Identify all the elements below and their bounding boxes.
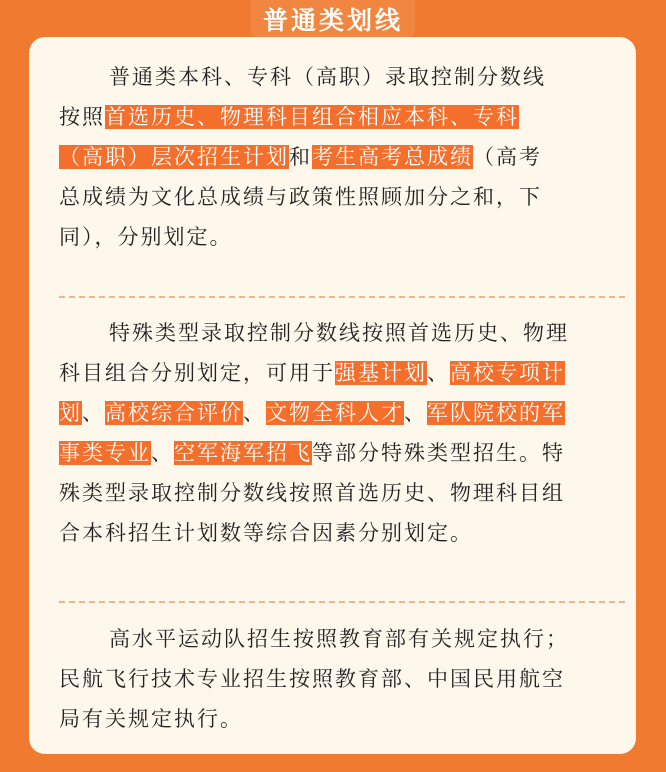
- header-tab: [251, 0, 415, 38]
- text-line: [59, 473, 625, 513]
- text-line: [59, 57, 625, 97]
- highlighted-text: 强基计划: [335, 361, 427, 385]
- highlighted-text: 军队院校的军: [427, 401, 565, 425]
- body-text: 、: [243, 401, 266, 425]
- highlighted-text: 事类专业: [59, 441, 151, 465]
- body-text: 总成绩为文化总成绩与政策性照顾加分之和，下: [59, 185, 542, 209]
- text-line: [59, 313, 625, 353]
- body-text: 和: [289, 145, 312, 169]
- body-text: 、: [151, 441, 174, 465]
- highlighted-text: 划: [59, 401, 82, 425]
- highlighted-text: 首选历史、物理科目组合相应本科、专科: [105, 105, 519, 129]
- body-text: 、: [404, 401, 427, 425]
- section-regular: [59, 57, 625, 257]
- highlighted-text: 考生高考总成绩: [312, 145, 473, 169]
- body-text: 高水平运动队招生按照教育部有关规定执行；: [109, 627, 569, 651]
- highlighted-text: 文物全科人才: [266, 401, 404, 425]
- body-text: 、: [427, 361, 450, 385]
- text-line: [59, 97, 625, 137]
- body-text: 普通类本科、专科（高职）录取控制分数线: [109, 65, 546, 89]
- body-text: 殊类型录取控制分数线按照首选历史、物理科目组: [59, 481, 565, 505]
- body-text: （高考: [473, 145, 542, 169]
- body-text: 同），分别划定。: [59, 225, 233, 249]
- section-special-types: [59, 313, 625, 553]
- text-line: [59, 433, 625, 473]
- text-line: [59, 513, 625, 553]
- body-text: 局有关规定执行。: [59, 707, 243, 731]
- highlighted-text: （高职）层次招生计划: [59, 145, 289, 169]
- page-title: 普通类划线: [262, 6, 403, 35]
- text-line: [59, 619, 625, 659]
- body-text: 按照: [59, 105, 105, 129]
- highlighted-text: 空军海军招飞: [174, 441, 312, 465]
- text-line: [59, 137, 625, 177]
- body-text: 民航飞行技术专业招生按照教育部、中国民用航空: [59, 667, 565, 691]
- text-line: [59, 217, 625, 257]
- body-text: 科目组合分别划定，可用于: [59, 361, 335, 385]
- body-text: 等部分特殊类型招生。特: [312, 441, 565, 465]
- text-line: [59, 699, 625, 739]
- body-text: 特殊类型录取控制分数线按照首选历史、物理: [109, 321, 569, 345]
- content-card: [29, 37, 636, 754]
- text-line: [59, 659, 625, 699]
- body-text: 、: [82, 401, 105, 425]
- highlighted-text: 高校专项计: [450, 361, 565, 385]
- text-line: [59, 393, 625, 433]
- highlighted-text: 高校综合评价: [105, 401, 243, 425]
- dashed-divider: [59, 601, 625, 603]
- section-sports-aviation: [59, 619, 625, 739]
- body-text: 合本科招生计划数等综合因素分别划定。: [59, 521, 473, 545]
- text-line: [59, 353, 625, 393]
- text-line: [59, 177, 625, 217]
- dashed-divider: [59, 296, 625, 298]
